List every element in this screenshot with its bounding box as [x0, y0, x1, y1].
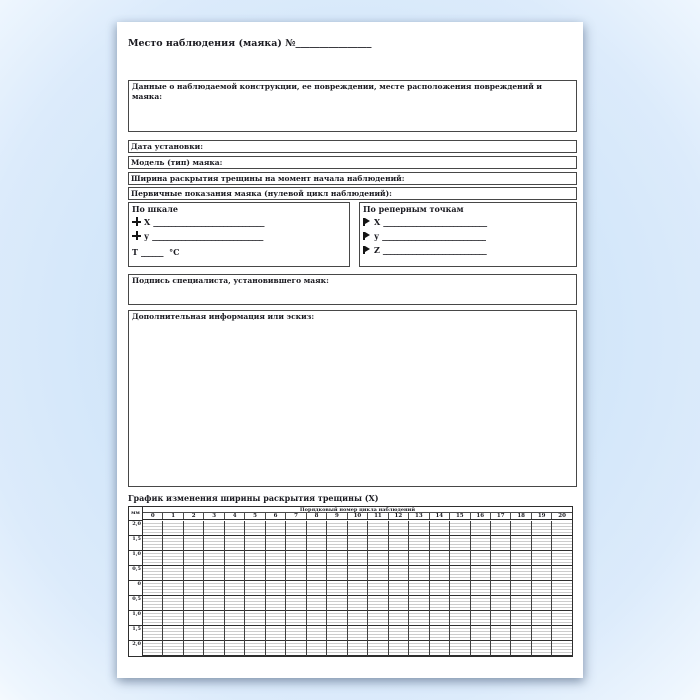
grid-column — [511, 521, 531, 656]
page-content — [117, 22, 583, 678]
temperature-line: ______ — [140, 246, 164, 257]
grid-column — [491, 521, 511, 656]
grid-column — [450, 521, 470, 656]
axis-label: 1,0 — [129, 551, 142, 566]
marker-icon — [363, 218, 371, 226]
cycle-number: 5 — [245, 513, 265, 519]
grid-columns — [143, 521, 572, 656]
cycle-number: 3 — [204, 513, 224, 519]
grid-column — [225, 521, 245, 656]
grid-column — [389, 521, 409, 656]
chart-header — [129, 507, 572, 521]
cycle-number: 15 — [450, 513, 470, 519]
chart-body — [129, 521, 572, 656]
grid-column — [348, 521, 368, 656]
primary-readings-row — [128, 187, 577, 200]
install-date-label: Дата установки: — [131, 142, 203, 151]
reference-box-title: По реперным точкам — [363, 204, 464, 214]
extra-info-box — [128, 310, 577, 487]
primary-readings-label: Первичные показания маяка (нулевой цикл наблюдений): — [131, 189, 392, 198]
reference-points-box — [359, 202, 577, 267]
scale-y-line: ______________________________ — [152, 230, 264, 241]
temperature-label: Т — [132, 246, 138, 257]
initial-width-row — [128, 172, 577, 185]
grid-column — [143, 521, 163, 656]
reference-z-row — [363, 243, 573, 256]
scale-x-line: ______________________________ — [153, 216, 265, 227]
cycle-number-header: Порядковый номер цикла наблюдений — [143, 507, 572, 513]
scale-readings-box — [128, 202, 350, 267]
marker-icon — [363, 246, 371, 254]
grid-column — [163, 521, 183, 656]
cycle-number: 16 — [471, 513, 491, 519]
grid-column — [430, 521, 450, 656]
axis-label-column — [129, 521, 143, 656]
unit-label: мм — [129, 507, 143, 521]
plus-icon — [132, 217, 141, 226]
cycle-number: 9 — [327, 513, 347, 519]
reference-z-label: Z — [374, 244, 380, 255]
extra-info-label: Дополнительная информация или эскиз: — [132, 312, 315, 321]
grid-column — [307, 521, 327, 656]
cycle-number: 10 — [348, 513, 368, 519]
cycle-number: 0 — [143, 513, 163, 519]
axis-label: 2,0 — [132, 641, 141, 647]
reference-z-line: ____________________________ — [382, 244, 487, 255]
marker-icon — [363, 232, 371, 240]
axis-label: 1,5 — [129, 626, 142, 641]
cycle-number: 20 — [558, 513, 566, 519]
grid-column — [409, 521, 429, 656]
axis-label: 0,5 — [129, 596, 142, 611]
cycle-number: 2 — [184, 513, 204, 519]
signature-box — [128, 274, 577, 305]
scale-x-row — [132, 215, 346, 228]
grid-column — [286, 521, 306, 656]
reference-y-row — [363, 229, 573, 242]
axis-label: 0,5 — [129, 566, 142, 581]
cycle-number: 7 — [286, 513, 306, 519]
grid-column — [471, 521, 491, 656]
grid-column — [184, 521, 204, 656]
cycle-number: 18 — [511, 513, 531, 519]
cycle-number: 17 — [491, 513, 511, 519]
grid-column — [204, 521, 224, 656]
observation-chart-grid — [128, 506, 573, 657]
grid-column — [266, 521, 286, 656]
install-date-row — [128, 140, 577, 153]
axis-label: 1,0 — [129, 611, 142, 626]
model-row — [128, 156, 577, 169]
scale-y-row — [132, 229, 346, 242]
cycle-number: 13 — [409, 513, 429, 519]
cycle-number: 12 — [389, 513, 409, 519]
reference-y-label: у — [374, 230, 380, 241]
initial-width-label: Ширина раскрытия трещины на момент начала наблюдений: — [131, 174, 405, 183]
chart-header-right — [143, 507, 572, 521]
grid-column — [245, 521, 265, 656]
plus-icon — [132, 231, 141, 240]
axis-label: 1,5 — [129, 536, 142, 551]
axis-label: 2,0 — [129, 521, 142, 536]
signature-label: Подпись специалиста, установившего маяк: — [132, 276, 329, 285]
reference-x-label: X — [374, 216, 381, 227]
cycle-number: 6 — [266, 513, 286, 519]
plot-area — [143, 521, 572, 656]
page-title: Место наблюдения (маяка) №________________ — [128, 38, 372, 49]
grid-column — [368, 521, 388, 656]
reference-x-row — [363, 215, 573, 228]
scale-y-label: у — [144, 230, 150, 241]
cycle-number-row — [143, 513, 572, 520]
temperature-unit: °С — [169, 246, 180, 257]
grid-column — [552, 521, 571, 656]
axis-label: 0 — [129, 581, 142, 596]
chart-title: График изменения ширины раскрытия трещины (X) — [128, 493, 379, 503]
temperature-row — [132, 245, 346, 258]
cycle-number: 1 — [163, 513, 183, 519]
cycle-number: 19 — [532, 513, 552, 519]
cycle-number: 11 — [368, 513, 388, 519]
scale-x-label: X — [144, 216, 151, 227]
scale-box-title: По шкале — [132, 204, 178, 214]
grid-column — [327, 521, 347, 656]
reference-x-line: ____________________________ — [383, 216, 487, 227]
reference-y-line: ____________________________ — [382, 230, 486, 241]
cycle-number: 4 — [225, 513, 245, 519]
document-page — [117, 22, 583, 678]
construction-data-box — [128, 80, 577, 132]
cycle-number: 14 — [430, 513, 450, 519]
construction-data-label: Данные о наблюдаемой конструкции, ее повреждении, месте расположения повреждений и маяка: — [132, 82, 542, 101]
cycle-number: 8 — [307, 513, 327, 519]
readings-columns — [128, 202, 577, 267]
model-label: Модель (тип) маяка: — [131, 158, 223, 167]
grid-column — [532, 521, 552, 656]
